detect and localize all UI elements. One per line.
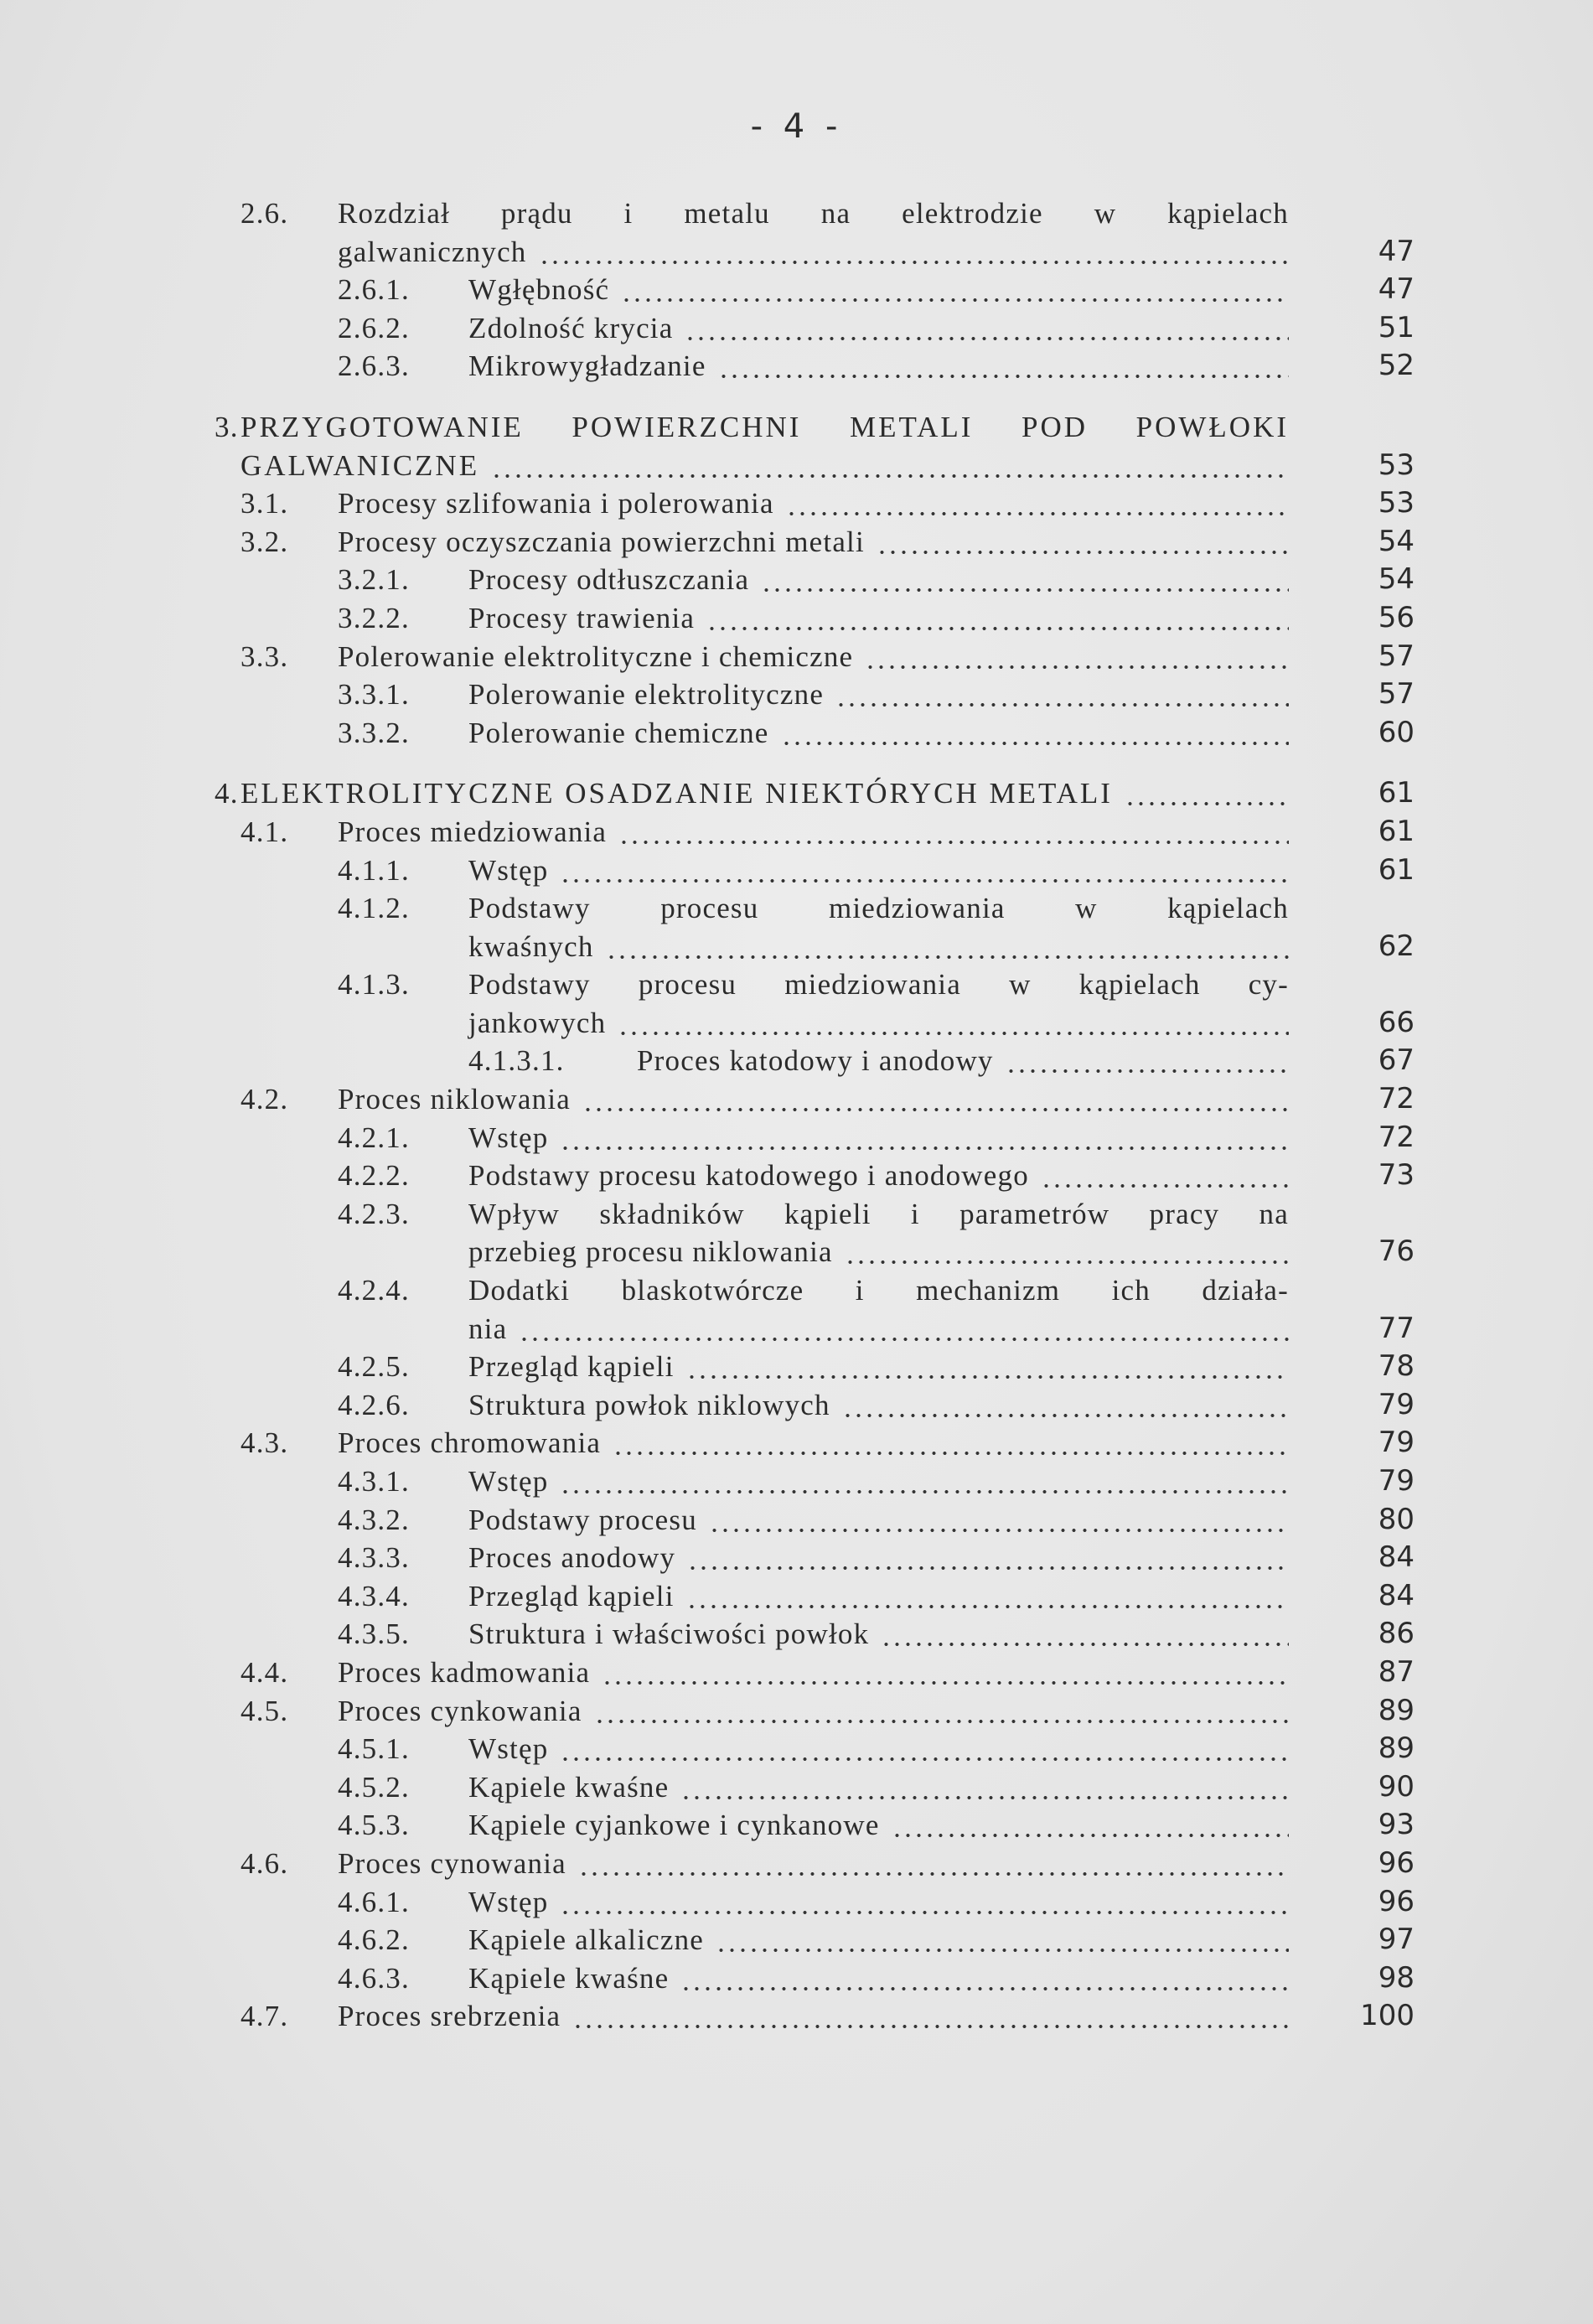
section-title-line	[468, 1348, 1289, 1386]
page-ref: 86	[1378, 1617, 1415, 1651]
section-number: 4.5.2.	[338, 1770, 410, 1804]
section-number: 4.5.	[241, 1694, 289, 1727]
section-number: 3.3.2.	[338, 716, 410, 749]
toc-entry	[0, 484, 1593, 523]
section-title-line	[468, 1157, 1289, 1195]
section-title-line	[468, 347, 1289, 386]
dot-leader	[892, 1806, 1289, 1845]
toc-entry	[0, 1195, 1593, 1234]
section-title-line	[468, 1233, 1289, 1271]
page-number: - 4 -	[750, 107, 843, 146]
page-ref: 52	[1378, 349, 1415, 383]
dot-leader	[709, 1501, 1289, 1540]
section-title-line	[468, 675, 1289, 714]
section-number: 4.2.6.	[338, 1388, 410, 1421]
page-ref: 66	[1378, 1005, 1415, 1039]
toc-entry	[0, 675, 1593, 714]
page-ref: 100	[1360, 1999, 1415, 2033]
section-number: 3.1.	[241, 487, 289, 520]
dot-leader	[594, 1692, 1289, 1731]
section-title-line	[468, 1119, 1289, 1157]
section-title-line	[338, 1654, 1289, 1692]
dot-leader	[781, 714, 1289, 753]
section-title: Wstęp	[468, 1732, 549, 1766]
section-number: 4.2.3.	[338, 1197, 410, 1230]
section-title-line	[468, 271, 1289, 309]
section-title-line	[468, 851, 1289, 890]
section-title: kwaśnych	[468, 929, 594, 963]
toc-entry	[0, 1997, 1593, 2036]
page-ref: 47	[1378, 272, 1415, 307]
section-title: GALWANICZNE	[241, 448, 480, 482]
page-ref: 60	[1378, 715, 1415, 749]
section-title-line	[241, 408, 1289, 447]
section-title: Proces cynkowania	[338, 1694, 582, 1727]
section-title: Polerowanie elektrolityczne i chemiczne	[338, 639, 854, 673]
section-number: 2.6.2.	[338, 311, 410, 344]
dot-leader	[835, 675, 1289, 714]
dot-leader	[1006, 1042, 1289, 1080]
section-title-line	[338, 1997, 1289, 2036]
toc-entry	[0, 851, 1593, 890]
section-title-line	[338, 484, 1289, 523]
section-title-line	[637, 1042, 1289, 1080]
section-number: 3.2.	[241, 525, 289, 558]
toc-entry	[0, 1424, 1593, 1462]
toc-entry	[0, 561, 1593, 599]
section-number: 4.4.	[241, 1655, 289, 1689]
section-title-line	[468, 1462, 1289, 1501]
section-title: Wstęp	[468, 853, 549, 887]
dot-leader	[560, 1730, 1289, 1768]
section-title: Procesy trawienia	[468, 601, 696, 634]
section-title: Struktura i właściwości powłok	[468, 1617, 870, 1651]
dot-leader	[686, 1577, 1289, 1616]
page-ref: 80	[1378, 1502, 1415, 1536]
section-title: przebieg procesu niklowania	[468, 1235, 833, 1269]
toc-entry	[0, 965, 1593, 1004]
section-title-line	[468, 714, 1289, 753]
section-title: Podstawy procesu miedziowania w kąpielach	[468, 892, 1289, 925]
dot-leader	[845, 1233, 1289, 1271]
toc-entry	[0, 1730, 1593, 1768]
section-title-line	[468, 1310, 1289, 1348]
dot-leader	[560, 851, 1289, 890]
section-title: Proces chromowania	[338, 1426, 602, 1460]
section-number: 4.3.4.	[338, 1579, 410, 1612]
dot-leader	[618, 1004, 1289, 1043]
toc-entry	[0, 1806, 1593, 1845]
section-title-line	[468, 928, 1289, 966]
section-title: Proces cynowania	[338, 1846, 566, 1880]
section-number: 4.3.5.	[338, 1617, 410, 1651]
toc-entry	[0, 408, 1593, 447]
dot-leader	[618, 813, 1289, 851]
section-title-line	[468, 1501, 1289, 1540]
section-title: Zdolność krycia	[468, 311, 674, 344]
toc-entry	[0, 1157, 1593, 1195]
page-ref: 72	[1378, 1120, 1415, 1154]
page-ref: 98	[1378, 1960, 1415, 1995]
dot-leader	[621, 271, 1289, 309]
page-ref: 61	[1378, 852, 1415, 887]
toc-entry	[0, 1042, 1593, 1080]
section-title: galwanicznych	[338, 235, 527, 268]
section-title: Kąpiele alkaliczne	[468, 1923, 705, 1957]
section-number: 4.2.	[241, 1083, 289, 1116]
toc-entry	[0, 714, 1593, 753]
section-number: 4.7.	[241, 2000, 289, 2033]
toc-entry	[0, 774, 1593, 813]
section-title: Przegląd kąpieli	[468, 1350, 675, 1384]
section-title-line	[338, 638, 1289, 676]
page-ref: 77	[1378, 1311, 1415, 1345]
dot-leader	[606, 928, 1289, 966]
page-ref: 73	[1378, 1158, 1415, 1193]
page-ref: 67	[1378, 1043, 1415, 1078]
section-title: Mikrowygładzanie	[468, 349, 706, 383]
section-title-line	[468, 1806, 1289, 1845]
section-title: Proces anodowy	[468, 1541, 676, 1575]
section-title: Przegląd kąpieli	[468, 1579, 675, 1612]
section-title-line	[468, 1921, 1289, 1959]
page-ref: 79	[1378, 1426, 1415, 1460]
section-number: 4.2.5.	[338, 1350, 410, 1384]
toc-entry-continuation	[0, 1310, 1593, 1348]
dot-leader	[578, 1845, 1289, 1883]
dot-leader	[1125, 774, 1289, 813]
page-ref: 89	[1378, 1693, 1415, 1727]
toc-entry	[0, 1386, 1593, 1425]
page-ref: 79	[1378, 1387, 1415, 1421]
dot-leader	[865, 638, 1289, 676]
page-ref: 93	[1378, 1808, 1415, 1842]
section-title: Kąpiele cyjankowe i cynkanowe	[468, 1809, 880, 1842]
section-title-line	[468, 1730, 1289, 1768]
section-title: Polerowanie elektrolityczne	[468, 678, 825, 712]
section-number: 3.2.2.	[338, 601, 410, 634]
dot-leader	[680, 1768, 1289, 1807]
toc-entry	[0, 194, 1593, 233]
section-number: 4.1.1.	[338, 853, 410, 887]
section-title-line	[468, 889, 1289, 928]
dot-leader	[842, 1386, 1289, 1425]
toc-entry	[0, 1119, 1593, 1157]
section-title-line	[468, 1539, 1289, 1577]
section-number: 2.6.	[241, 197, 289, 230]
section-number: 4.3.2.	[338, 1503, 410, 1536]
section-title: Wstęp	[468, 1465, 549, 1498]
section-title: PRZYGOTOWANIE POWIERZCHNI METALI POD POWŁOKI	[241, 410, 1289, 443]
section-title: Polerowanie chemiczne	[468, 716, 769, 749]
dot-leader	[881, 1615, 1289, 1654]
dot-leader	[602, 1654, 1289, 1692]
section-number: 2.6.1.	[338, 273, 410, 307]
page-ref: 76	[1378, 1234, 1415, 1269]
section-title-line	[468, 561, 1289, 599]
section-number: 3.	[215, 410, 239, 443]
dot-leader	[539, 233, 1290, 272]
section-title-line	[338, 1845, 1289, 1883]
dot-leader	[706, 599, 1289, 638]
section-number: 4.6.2.	[338, 1923, 410, 1957]
section-number: 3.3.	[241, 639, 289, 673]
toc-entry	[0, 309, 1593, 348]
page-ref: 72	[1378, 1082, 1415, 1116]
page-ref: 62	[1378, 929, 1415, 963]
section-title: Procesy oczyszczania powierzchni metali	[338, 525, 865, 558]
page-ref: 84	[1378, 1578, 1415, 1612]
dot-leader	[687, 1539, 1289, 1577]
page-ref: 89	[1378, 1731, 1415, 1766]
toc-entry-continuation	[0, 1233, 1593, 1271]
dot-leader	[877, 523, 1289, 562]
section-title: Procesy szlifowania i polerowania	[338, 487, 774, 520]
toc-entry	[0, 1959, 1593, 1998]
section-title-line	[468, 1271, 1289, 1310]
section-number: 4.5.3.	[338, 1809, 410, 1842]
section-title-line	[241, 447, 1289, 485]
dot-leader	[560, 1883, 1289, 1922]
page-ref: 56	[1378, 600, 1415, 634]
section-title-line	[338, 194, 1289, 233]
section-title-line	[468, 1386, 1289, 1425]
toc-entry-continuation	[0, 233, 1593, 272]
section-number: 4.2.2.	[338, 1159, 410, 1193]
section-title-line	[338, 233, 1289, 272]
section-number: 2.6.3.	[338, 349, 410, 383]
section-number: 4.6.3.	[338, 1961, 410, 1995]
section-number: 4.1.2.	[338, 892, 410, 925]
section-title: Proces miedziowania	[338, 815, 608, 848]
section-title: Wstęp	[468, 1121, 549, 1154]
toc-entry	[0, 1080, 1593, 1119]
toc-entry	[0, 1921, 1593, 1959]
toc-entry-continuation	[0, 928, 1593, 966]
dot-leader	[582, 1080, 1289, 1119]
section-title-line	[338, 523, 1289, 562]
toc-entry	[0, 271, 1593, 309]
dot-leader	[1041, 1157, 1289, 1195]
toc-entry	[0, 1845, 1593, 1883]
section-title: Proces katodowy i anodowy	[637, 1044, 994, 1078]
page-ref: 79	[1378, 1464, 1415, 1498]
section-title: Wgłębność	[468, 273, 610, 307]
dot-leader	[761, 561, 1289, 599]
section-title: Proces kadmowania	[338, 1655, 591, 1689]
dot-leader	[560, 1119, 1289, 1157]
page-ref: 53	[1378, 448, 1415, 482]
section-title: Kąpiele kwaśne	[468, 1770, 670, 1804]
section-title: Rozdział prądu i metalu na elektrodzie w kąpielach	[338, 197, 1289, 230]
page-ref: 78	[1378, 1349, 1415, 1384]
section-title-line	[468, 1615, 1289, 1654]
dot-leader	[686, 1348, 1289, 1386]
toc-entry	[0, 599, 1593, 638]
toc-entry	[0, 889, 1593, 928]
toc-entry-continuation	[0, 1004, 1593, 1043]
dot-leader	[572, 1997, 1289, 2036]
section-number: 4.3.1.	[338, 1465, 410, 1498]
section-title-line	[338, 1424, 1289, 1462]
toc-entry	[0, 1501, 1593, 1540]
section-title: Proces niklowania	[338, 1083, 571, 1116]
toc-entry	[0, 1692, 1593, 1731]
section-number: 4.6.	[241, 1846, 289, 1880]
section-number: 4.2.1.	[338, 1121, 410, 1154]
section-title-line	[338, 1080, 1289, 1119]
dot-leader	[680, 1959, 1289, 1998]
toc-entry	[0, 1271, 1593, 1310]
section-title: Struktura powłok niklowych	[468, 1388, 830, 1421]
section-title-line	[468, 309, 1289, 348]
page-ref: 53	[1378, 486, 1415, 520]
page-ref: 57	[1378, 677, 1415, 712]
section-title: ELEKTROLITYCZNE OSADZANIE NIEKTÓRYCH METALI	[241, 777, 1113, 810]
page-ref: 61	[1378, 814, 1415, 848]
section-title-line	[468, 1577, 1289, 1616]
section-title: jankowych	[468, 1006, 607, 1039]
section-title-line	[241, 774, 1289, 813]
section-number: 4.3.3.	[338, 1541, 410, 1575]
section-number: 4.3.	[241, 1426, 289, 1460]
section-number: 3.2.1.	[338, 563, 410, 597]
toc-entry	[0, 1539, 1593, 1577]
section-title-line	[468, 1004, 1289, 1043]
toc-entry	[0, 813, 1593, 851]
section-title: Podstawy procesu	[468, 1503, 697, 1536]
page-ref: 90	[1378, 1769, 1415, 1804]
page-ref: 54	[1378, 524, 1415, 558]
section-number: 4.2.4.	[338, 1274, 410, 1307]
section-title-line	[468, 1959, 1289, 1998]
dot-leader	[613, 1424, 1289, 1462]
toc-entry	[0, 1768, 1593, 1807]
dot-leader	[716, 1921, 1289, 1959]
dot-leader	[685, 309, 1289, 348]
toc-entry	[0, 1654, 1593, 1692]
page-ref: 57	[1378, 639, 1415, 673]
toc-entry	[0, 523, 1593, 562]
section-number: 3.3.1.	[338, 678, 410, 712]
section-title: Proces srebrzenia	[338, 2000, 561, 2033]
page-ref: 97	[1378, 1923, 1415, 1957]
section-title: Podstawy procesu katodowego i anodowego	[468, 1159, 1029, 1193]
section-title: Wpływ składników kąpieli i parametrów pracy na	[468, 1197, 1289, 1230]
section-title: Podstawy procesu miedziowania w kąpielach cy-	[468, 968, 1289, 1002]
dot-leader	[786, 484, 1289, 523]
dot-leader	[519, 1310, 1289, 1348]
page-ref: 51	[1378, 310, 1415, 344]
toc-entry-continuation	[0, 447, 1593, 485]
section-title-line	[468, 1883, 1289, 1922]
section-title: Wstęp	[468, 1885, 549, 1918]
section-title: nia	[468, 1312, 508, 1345]
dot-leader	[560, 1462, 1289, 1501]
section-number: 4.1.	[241, 815, 289, 848]
table-of-contents	[0, 194, 1593, 2036]
section-title-line	[468, 965, 1289, 1004]
section-number: 4.1.3.	[338, 968, 410, 1002]
section-number: 4.6.1.	[338, 1885, 410, 1918]
dot-leader	[718, 347, 1289, 386]
section-title: Kąpiele kwaśne	[468, 1961, 670, 1995]
section-title: Procesy odtłuszczania	[468, 563, 750, 597]
page-ref: 61	[1378, 776, 1415, 810]
toc-entry	[0, 347, 1593, 386]
toc-entry	[0, 1348, 1593, 1386]
toc-entry	[0, 1577, 1593, 1616]
dot-leader	[491, 447, 1289, 485]
section-title-line	[338, 1692, 1289, 1731]
section-number: 4.	[215, 777, 239, 810]
toc-entry	[0, 638, 1593, 676]
section-title: Dodatki blaskotwórcze i mechanizm ich działa-	[468, 1274, 1289, 1307]
section-title-line	[468, 1768, 1289, 1807]
page-ref: 87	[1378, 1654, 1415, 1689]
toc-entry	[0, 1462, 1593, 1501]
toc-entry	[0, 1883, 1593, 1922]
page-ref: 47	[1378, 234, 1415, 268]
section-title-line	[338, 813, 1289, 851]
section-number: 4.5.1.	[338, 1732, 410, 1766]
section-title-line	[468, 599, 1289, 638]
page-ref: 96	[1378, 1884, 1415, 1918]
section-title-line	[468, 1195, 1289, 1234]
page-ref: 96	[1378, 1845, 1415, 1880]
toc-entry	[0, 1615, 1593, 1654]
page-ref: 54	[1378, 562, 1415, 597]
section-number: 4.1.3.1.	[468, 1044, 565, 1078]
page-ref: 84	[1378, 1540, 1415, 1575]
